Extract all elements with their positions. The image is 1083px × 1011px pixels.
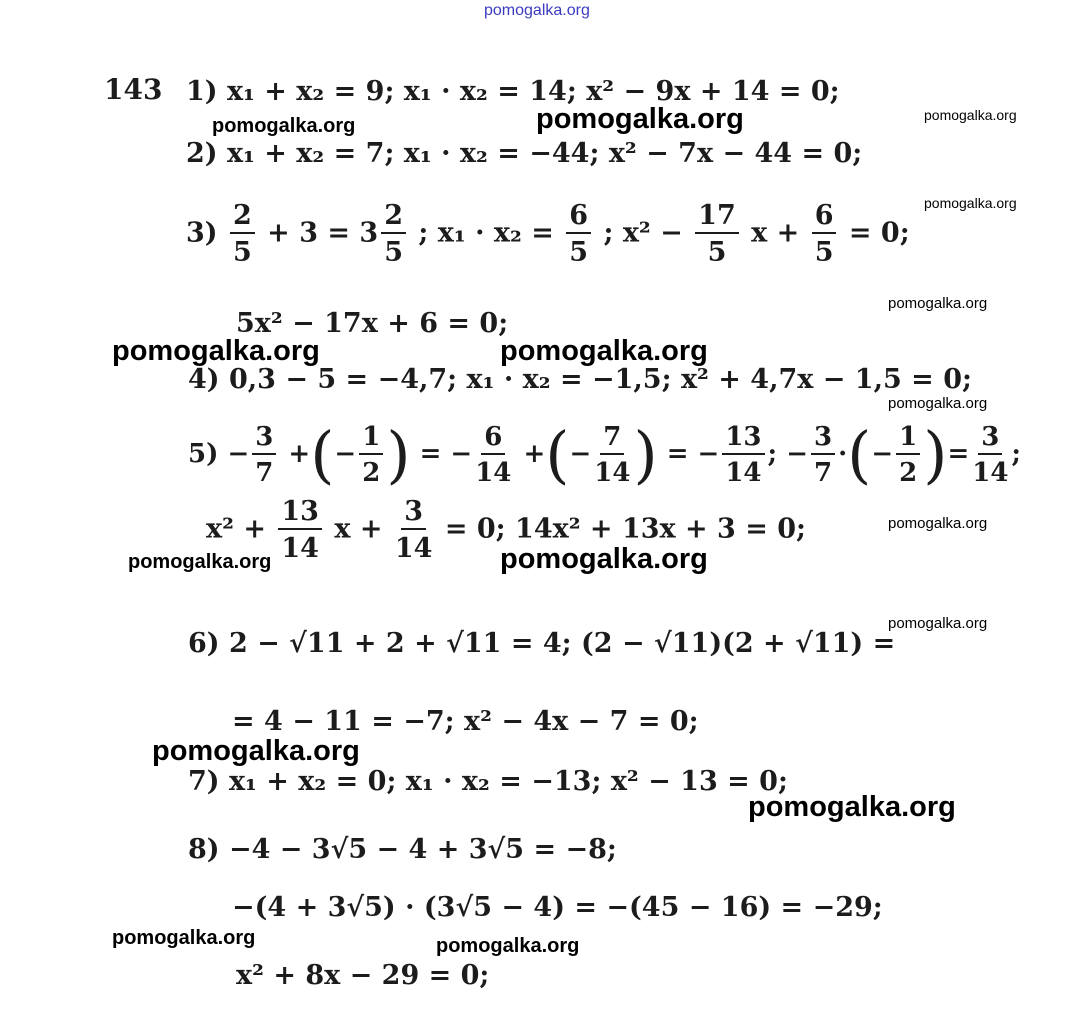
open-paren: ( (847, 418, 872, 491)
fraction: $\frac{6}{14}$ (475, 422, 512, 488)
solution-line-12: −(4 + 3√5) · (3√5 − 4) = −(45 − 16) = −29; (232, 892, 883, 923)
minus-sign: − (569, 439, 592, 469)
close-paren: ) (923, 418, 948, 491)
watermark: pomogalka.org (152, 735, 360, 767)
fraction: $\frac{3}{14}$ (972, 422, 1009, 488)
header-watermark: pomogalka.org (484, 2, 590, 19)
item-label: 3) (186, 217, 218, 249)
minus-sign: − (786, 439, 808, 469)
close-paren: ) (633, 418, 658, 491)
fraction: $\frac{3}{14}$ (394, 496, 433, 564)
expression-text: = 0; 14x² + 13x + 3 = 0; (444, 513, 807, 545)
watermark: pomogalka.org (436, 935, 580, 957)
equals-sign: = (947, 439, 970, 469)
watermark: pomogalka.org (888, 395, 988, 412)
fraction: $\frac{13}{14}$ (722, 424, 764, 486)
watermark: pomogalka.org (748, 791, 956, 823)
solution-line-9: = 4 − 11 = −7; x² − 4x − 7 = 0; (232, 706, 699, 737)
solution-line-6 (188, 418, 1022, 491)
plus-sign: + (288, 439, 311, 469)
fraction: $\frac{2}{5}$ (230, 202, 255, 266)
open-paren: ( (545, 418, 570, 491)
expression-text: x + (334, 513, 383, 545)
open-paren: ( (310, 418, 335, 491)
solution-line-2: 2) x₁ + x₂ = 7; x₁ · x₂ = −44; x² − 7x − 44 = 0; (186, 138, 863, 169)
solution-line-1: 1) x₁ + x₂ = 9; x₁ · x₂ = 14; x² − 9x + 14 = 0; (186, 76, 840, 107)
watermark: pomogalka.org (924, 195, 1017, 211)
fraction: $\frac{7}{14}$ (594, 422, 631, 488)
fraction: $\frac{6}{5}$ (812, 202, 837, 266)
expression-text: x² + (206, 513, 266, 545)
equals-minus: = − (419, 439, 473, 469)
watermark: pomogalka.org (888, 295, 988, 312)
dot-sign: · (838, 439, 848, 469)
watermark: pomogalka.org (888, 515, 988, 532)
problem-number: 143 (104, 73, 163, 106)
fraction: $\frac{13}{14}$ (278, 498, 322, 562)
solution-line-11: 8) −4 − 3√5 − 4 + 3√5 = −8; (188, 834, 617, 865)
watermark: pomogalka.org (112, 335, 320, 367)
solution-line-13: x² + 8x − 29 = 0; (236, 960, 490, 991)
watermark: pomogalka.org (924, 107, 1017, 123)
close-paren: ) (386, 418, 411, 491)
expression-text: ; x² − (603, 217, 683, 249)
solution-line-5: 4) 0,3 − 5 = −4,7; x₁ · x₂ = −1,5; x² + 4,7x − 1,5 = 0; (188, 364, 972, 395)
fraction: $\frac{3}{7}$ (811, 424, 835, 486)
semicolon: ; (767, 439, 778, 469)
watermark: pomogalka.org (212, 115, 356, 137)
watermark: pomogalka.org (500, 543, 708, 575)
expression-text: = 0; (848, 217, 910, 249)
watermark: pomogalka.org (536, 103, 744, 135)
expression-text: x + (751, 217, 800, 249)
semicolon: ; (1011, 439, 1022, 469)
minus-sign: − (334, 439, 357, 469)
fraction: $\frac{3}{7}$ (252, 424, 276, 486)
fraction: $\frac{17}{5}$ (695, 202, 739, 266)
solution-line-10: 7) x₁ + x₂ = 0; x₁ · x₂ = −13; x² − 13 = 0; (188, 766, 788, 797)
fraction: $\frac{6}{5}$ (566, 202, 591, 266)
solution-line-8: 6) 2 − √11 + 2 + √11 = 4; (2 − √11)(2 + √11) = (188, 628, 896, 659)
expression-text: ; x₁ · x₂ = (418, 217, 554, 249)
watermark: pomogalka.org (128, 551, 272, 573)
minus-sign: − (227, 439, 250, 469)
watermark: pomogalka.org (112, 927, 256, 949)
equals-minus: = − (666, 439, 720, 469)
fraction: $\frac{2}{5}$ (381, 202, 406, 266)
minus-sign: − (871, 439, 894, 469)
item-label: 5) (188, 439, 219, 469)
solution-line-4: 5x² − 17x + 6 = 0; (236, 308, 509, 339)
watermark: pomogalka.org (888, 615, 988, 632)
watermark: pomogalka.org (500, 335, 708, 367)
plus-sign: + (523, 439, 546, 469)
fraction: $\frac{1}{2}$ (896, 424, 920, 486)
fraction: $\frac{1}{2}$ (359, 424, 383, 486)
solution-line-3 (186, 202, 910, 266)
expression-text: + 3 = 3 (267, 217, 379, 249)
